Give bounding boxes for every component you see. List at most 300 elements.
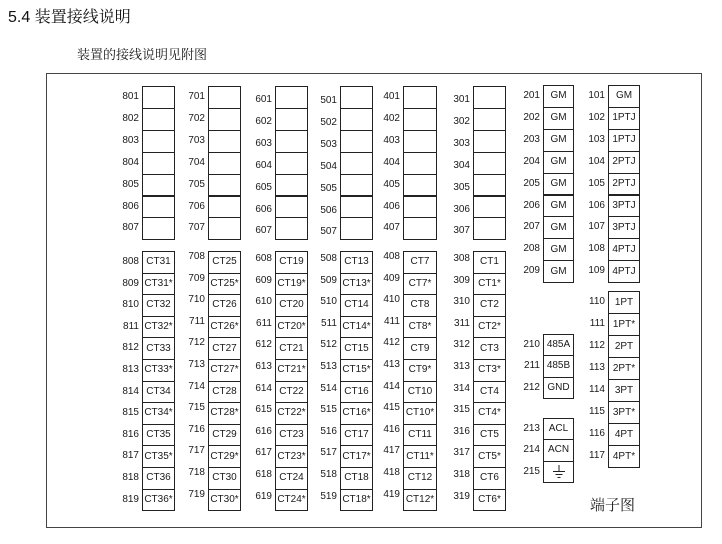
- terminal-cell: [608, 173, 640, 196]
- terminal-cell: [208, 402, 241, 425]
- terminal-519: [315, 489, 373, 512]
- terminal-number: 101: [588, 90, 605, 101]
- terminal-number: 514: [320, 382, 337, 394]
- terminal-label: CT29*: [210, 450, 239, 462]
- terminal-label: CT4: [480, 385, 499, 397]
- terminal-label: GM: [550, 178, 567, 190]
- terminal-label: GM: [550, 134, 567, 146]
- terminal-cell: [142, 316, 175, 339]
- terminal-number: 303: [453, 137, 470, 149]
- terminal-label: CT35: [146, 429, 171, 441]
- terminal-number: 404: [383, 156, 400, 168]
- terminal-116: [583, 423, 640, 446]
- terminal-112: [583, 335, 640, 358]
- terminal-cell: [340, 174, 373, 197]
- terminal-block: [315, 86, 373, 240]
- terminal-cell: [543, 238, 574, 261]
- terminal-cell: [608, 195, 640, 218]
- terminal-number: 815: [122, 407, 139, 419]
- terminal-cell: [208, 273, 241, 296]
- terminal-label: CT18: [344, 472, 369, 484]
- terminal-cell: [403, 174, 437, 197]
- terminal-label: CT8: [410, 299, 430, 311]
- terminal-811: [117, 316, 175, 339]
- terminal-cell: [340, 337, 373, 360]
- terminal-cell: [208, 108, 241, 131]
- terminal-label: 2PTJ: [612, 178, 636, 190]
- terminal-number: 210: [523, 339, 540, 350]
- terminal-label: 485B: [546, 360, 571, 372]
- terminal-206: [518, 195, 574, 218]
- terminal-819: [117, 489, 175, 512]
- terminal-number: 316: [453, 425, 470, 437]
- terminal-809: [117, 273, 175, 296]
- terminal-506: [315, 196, 373, 219]
- terminal-label: CT24*: [277, 493, 306, 505]
- terminal-number: 702: [188, 112, 205, 124]
- terminal-cell: [142, 337, 175, 360]
- terminal-cell: [473, 174, 506, 197]
- terminal-403: [378, 130, 437, 153]
- terminal-cell: [275, 316, 308, 339]
- terminal-cell: [142, 196, 175, 219]
- terminal-cell: [208, 381, 241, 404]
- terminal-number: 703: [188, 134, 205, 146]
- terminal-label: CT19: [279, 256, 304, 268]
- terminal-label: CT5*: [478, 450, 501, 462]
- terminal-label: CT21: [279, 342, 304, 354]
- terminal-label: CT26*: [210, 321, 239, 333]
- terminal-cell: [543, 216, 574, 239]
- terminal-402: [378, 108, 437, 131]
- terminal-number: 711: [189, 315, 205, 327]
- terminal-cell: [275, 273, 308, 296]
- terminal-number: 809: [122, 277, 139, 289]
- terminal-number: 816: [122, 428, 139, 440]
- terminal-cell: [608, 357, 640, 380]
- terminal-label: CT8*: [408, 321, 432, 333]
- terminal-706: [183, 196, 241, 219]
- terminal-cell: [543, 418, 574, 440]
- terminal-203: [518, 129, 574, 152]
- terminal-cell: [340, 251, 373, 274]
- terminal-214: [518, 439, 574, 461]
- terminal-cell: [543, 129, 574, 152]
- terminal-label: 1PT: [614, 296, 634, 308]
- terminal-number: 214: [523, 444, 540, 456]
- terminal-label: CT12: [407, 472, 433, 484]
- terminal-805: [117, 174, 175, 197]
- terminal-label: GM: [550, 199, 567, 211]
- terminal-label: CT28: [212, 385, 237, 397]
- terminal-label: CT6: [480, 472, 499, 484]
- terminal-label: ACL: [548, 423, 569, 435]
- terminal-number: 604: [255, 159, 272, 171]
- terminal-number: 317: [453, 447, 470, 459]
- terminal-cell: [340, 152, 373, 175]
- terminal-cell: [608, 335, 640, 358]
- terminal-cell: [543, 439, 574, 461]
- terminal-cell: [208, 337, 241, 360]
- terminal-number: 701: [188, 91, 205, 102]
- terminal-number: 805: [122, 178, 139, 190]
- terminal-number: 605: [255, 181, 272, 193]
- terminal-806: [117, 196, 175, 219]
- terminal-107: [583, 216, 640, 239]
- terminal-number: 519: [320, 490, 337, 502]
- terminal-cell: [608, 129, 640, 152]
- terminal-number: 505: [320, 182, 337, 194]
- terminal-number: 408: [383, 251, 400, 262]
- terminal-cell: [142, 489, 175, 512]
- terminal-cell: [275, 174, 308, 197]
- terminal-cell: [275, 217, 308, 240]
- terminal-label: CT31: [146, 256, 171, 268]
- terminal-label: CT13*: [342, 277, 371, 289]
- terminal-label: CT14*: [342, 321, 371, 333]
- terminal-number: 518: [320, 469, 337, 480]
- terminal-label: CT3*: [478, 364, 501, 376]
- terminal-319: [448, 489, 506, 512]
- terminal-label: CT27: [212, 342, 237, 354]
- terminal-213: [518, 418, 574, 440]
- terminal-label: CT9*: [408, 364, 432, 376]
- terminal-cell: [340, 86, 373, 109]
- terminal-105: [583, 173, 640, 196]
- terminal-number: 617: [255, 447, 272, 459]
- terminal-106: [583, 195, 640, 218]
- terminal-number: 812: [122, 342, 139, 354]
- terminal-cell: [142, 467, 175, 490]
- terminal-801: [117, 86, 175, 109]
- terminal-505: [315, 174, 373, 197]
- terminal-number: 512: [320, 339, 337, 351]
- terminal-label: CT13: [344, 256, 369, 268]
- terminal-cell: [543, 260, 574, 283]
- terminal-cell: [275, 152, 308, 175]
- terminal-cell: [473, 108, 506, 131]
- terminal-number: 719: [188, 488, 205, 500]
- terminal-number: 614: [255, 382, 272, 394]
- terminal-block: [183, 86, 241, 240]
- terminal-label: CT11*: [406, 450, 434, 462]
- terminal-cell: [403, 294, 437, 317]
- terminal-block: [250, 86, 308, 240]
- section-description: 装置的接线说明见附图: [77, 47, 208, 62]
- terminal-label: GND: [547, 381, 570, 393]
- terminal-number: 502: [320, 116, 337, 128]
- terminal-cell: [403, 424, 437, 447]
- terminal-label: 2PT: [614, 340, 634, 352]
- terminal-number: 515: [320, 404, 337, 416]
- terminal-number: 613: [255, 361, 272, 372]
- terminal-label: 1PTJ: [612, 112, 636, 124]
- terminal-number: 207: [523, 221, 540, 233]
- terminal-cell: [208, 217, 241, 240]
- terminal-number: 507: [320, 226, 337, 238]
- terminal-number: 603: [255, 137, 272, 149]
- terminal-label: GM: [550, 112, 567, 124]
- terminal-cell: [142, 424, 175, 447]
- terminal-number: 616: [255, 425, 272, 437]
- terminal-cell: [473, 489, 506, 512]
- terminal-215: [518, 461, 574, 483]
- terminal-number: 202: [523, 111, 540, 123]
- terminal-label: CT20: [279, 299, 304, 311]
- terminal-label: CT36: [146, 472, 171, 484]
- terminal-cell: [403, 217, 437, 240]
- terminal-label: 3PT: [614, 384, 634, 396]
- terminal-504: [315, 152, 373, 175]
- terminal-label: CT34: [146, 385, 171, 397]
- terminal-number: 615: [255, 404, 272, 416]
- terminal-number: 810: [122, 299, 139, 311]
- terminal-211: [518, 355, 574, 377]
- terminal-label: CT25: [212, 256, 237, 268]
- terminal-number: 407: [383, 222, 400, 234]
- terminal-block: [183, 251, 241, 511]
- terminal-cell: [340, 489, 373, 512]
- terminal-number: 409: [383, 272, 400, 284]
- terminal-number: 403: [383, 134, 400, 146]
- terminal-818: [117, 467, 175, 490]
- terminal-label: CT2*: [478, 321, 501, 333]
- terminal-number: 712: [188, 337, 205, 349]
- terminal-label: CT32: [146, 299, 171, 311]
- terminal-cell: [142, 381, 175, 404]
- terminal-number: 608: [255, 253, 272, 264]
- terminal-number: 715: [188, 402, 205, 414]
- terminal-cell: [275, 196, 308, 219]
- terminal-cell: [275, 467, 308, 490]
- terminal-label: CT14: [344, 299, 369, 311]
- terminal-number: 705: [188, 178, 205, 190]
- terminal-block: [378, 251, 437, 511]
- terminal-cell: [275, 86, 308, 109]
- terminal-cell: [142, 217, 175, 240]
- terminal-cell: [340, 316, 373, 339]
- terminal-number: 416: [383, 423, 400, 435]
- terminal-cell: [608, 291, 640, 314]
- terminal-label: 4PT*: [612, 450, 636, 462]
- terminal-cell: [403, 489, 437, 512]
- terminal-label: CT7*: [408, 277, 432, 289]
- terminal-number: 817: [122, 450, 139, 462]
- terminal-702: [183, 108, 241, 131]
- terminal-cell: [340, 381, 373, 404]
- terminal-cell: [275, 337, 308, 360]
- terminal-block: [583, 291, 640, 468]
- terminal-label: CT19*: [277, 277, 306, 289]
- terminal-label: CT4*: [478, 407, 501, 419]
- terminal-number: 707: [188, 222, 205, 234]
- terminal-cell: [473, 217, 506, 240]
- terminal-number: 215: [523, 465, 540, 477]
- terminal-cell: [208, 251, 241, 274]
- terminal-cell: [473, 337, 506, 360]
- terminal-block: [518, 418, 574, 483]
- terminal-label: CT33*: [144, 364, 173, 376]
- terminal-number: 401: [383, 91, 400, 102]
- terminal-cell: [340, 108, 373, 131]
- terminal-number: 811: [123, 320, 139, 332]
- terminal-cell: [543, 107, 574, 130]
- terminal-number: 713: [188, 359, 205, 370]
- terminal-number: 309: [453, 274, 470, 286]
- terminal-201: [518, 85, 574, 108]
- terminal-606: [250, 196, 308, 219]
- terminal-111: [583, 313, 640, 336]
- terminal-number: 319: [453, 490, 470, 502]
- terminal-number: 506: [320, 204, 337, 216]
- terminal-number: 610: [255, 296, 272, 308]
- terminal-number: 710: [188, 294, 205, 306]
- terminal-label: CT10*: [405, 407, 435, 419]
- terminal-cell: [608, 151, 640, 174]
- terminal-number: 813: [122, 364, 139, 375]
- terminal-cell: [608, 423, 640, 446]
- terminal-label: CT1: [480, 256, 499, 268]
- terminal-number: 307: [453, 225, 470, 237]
- terminal-number: 103: [588, 133, 605, 145]
- terminal-number: 402: [383, 112, 400, 124]
- terminal-cell: [275, 489, 308, 512]
- terminal-number: 114: [589, 384, 605, 395]
- terminal-label: CT16*: [342, 407, 371, 419]
- terminal-label: CT20*: [277, 321, 306, 333]
- terminal-label: 1PT*: [612, 318, 636, 330]
- terminal-cell: [340, 273, 373, 296]
- terminal-cell: [403, 359, 437, 382]
- terminal-cell: [473, 130, 506, 153]
- terminal-number: 308: [453, 253, 470, 264]
- terminal-label: 485A: [546, 339, 571, 351]
- terminal-number: 412: [383, 337, 400, 349]
- terminal-number: 406: [383, 200, 400, 212]
- terminal-cell: [340, 130, 373, 153]
- terminal-816: [117, 424, 175, 447]
- terminal-401: [378, 86, 437, 109]
- terminal-label: CT17*: [342, 450, 371, 462]
- terminal-label: CT31*: [144, 277, 173, 289]
- terminal-204: [518, 151, 574, 174]
- terminal-507: [315, 217, 373, 240]
- terminal-number: 503: [320, 138, 337, 150]
- terminal-cell: [208, 86, 241, 109]
- terminal-number: 819: [122, 493, 139, 505]
- terminal-cell: [543, 461, 574, 483]
- terminal-label: CT9: [410, 342, 430, 354]
- terminal-cell: [543, 355, 574, 377]
- terminal-cell: [208, 152, 241, 175]
- terminal-number: 510: [320, 296, 337, 308]
- terminal-label: 2PTJ: [612, 156, 636, 168]
- terminal-703: [183, 130, 241, 153]
- terminal-number: 111: [589, 318, 605, 329]
- terminal-number: 501: [320, 95, 337, 106]
- terminal-label: CT21*: [277, 364, 306, 376]
- terminal-cell: [403, 251, 437, 274]
- terminal-number: 417: [383, 445, 400, 457]
- terminal-number: 709: [188, 272, 205, 284]
- terminal-number: 113: [589, 362, 605, 373]
- terminal-cell: [608, 401, 640, 424]
- terminal-label: CT30*: [210, 493, 239, 505]
- terminal-103: [583, 129, 640, 152]
- terminal-number: 807: [122, 222, 139, 234]
- terminal-813: [117, 359, 175, 382]
- terminal-label: ACN: [547, 444, 570, 456]
- terminal-cell: [473, 86, 506, 109]
- terminal-number: 109: [588, 265, 605, 277]
- terminal-cell: [142, 130, 175, 153]
- terminal-cell: [142, 359, 175, 382]
- terminal-number: 208: [523, 243, 540, 255]
- terminal-label: CT23: [279, 429, 304, 441]
- terminal-number: 607: [255, 225, 272, 237]
- terminal-number: 302: [453, 115, 470, 127]
- terminal-number: 716: [188, 423, 205, 435]
- terminal-cell: [473, 467, 506, 490]
- terminal-number: 802: [122, 112, 139, 124]
- terminal-number: 112: [589, 340, 605, 351]
- terminal-501: [315, 86, 373, 109]
- terminal-707: [183, 217, 241, 240]
- terminal-503: [315, 130, 373, 153]
- terminal-cell: [543, 151, 574, 174]
- terminal-cell: [608, 85, 640, 108]
- terminal-label: CT32*: [144, 321, 173, 333]
- terminal-cell: [340, 402, 373, 425]
- terminal-cell: [340, 196, 373, 219]
- terminal-number: 205: [523, 177, 540, 189]
- terminal-cell: [543, 334, 574, 356]
- terminal-108: [583, 238, 640, 261]
- terminal-number: 513: [320, 361, 337, 372]
- terminal-label: CT5: [480, 429, 499, 441]
- terminal-cell: [275, 108, 308, 131]
- terminal-cell: [543, 85, 574, 108]
- terminal-number: 419: [383, 488, 400, 500]
- terminal-number: 213: [523, 423, 540, 434]
- terminal-label: 4PTJ: [612, 265, 636, 277]
- terminal-block: [315, 251, 373, 511]
- terminal-number: 601: [255, 94, 272, 105]
- terminal-605: [250, 174, 308, 197]
- terminal-label: GM: [550, 265, 567, 277]
- terminal-cell: [142, 273, 175, 296]
- terminal-label: 2PT*: [612, 362, 636, 374]
- terminal-110: [583, 291, 640, 314]
- terminal-label: CT17: [344, 429, 369, 441]
- terminal-619: [250, 489, 308, 512]
- terminal-block: [448, 86, 506, 240]
- terminal-603: [250, 130, 308, 153]
- terminal-number: 415: [383, 402, 400, 414]
- terminal-number: 413: [383, 359, 400, 370]
- terminal-number: 105: [588, 177, 605, 189]
- terminal-cell: [142, 86, 175, 109]
- terminal-number: 504: [320, 160, 337, 172]
- terminal-404: [378, 152, 437, 175]
- terminal-number: 618: [255, 469, 272, 480]
- terminal-number: 312: [453, 339, 470, 351]
- terminal-cell: [403, 337, 437, 360]
- terminal-block: [117, 251, 175, 511]
- terminal-cell: [208, 467, 241, 490]
- terminal-number: 410: [383, 294, 400, 306]
- terminal-block: [117, 86, 175, 240]
